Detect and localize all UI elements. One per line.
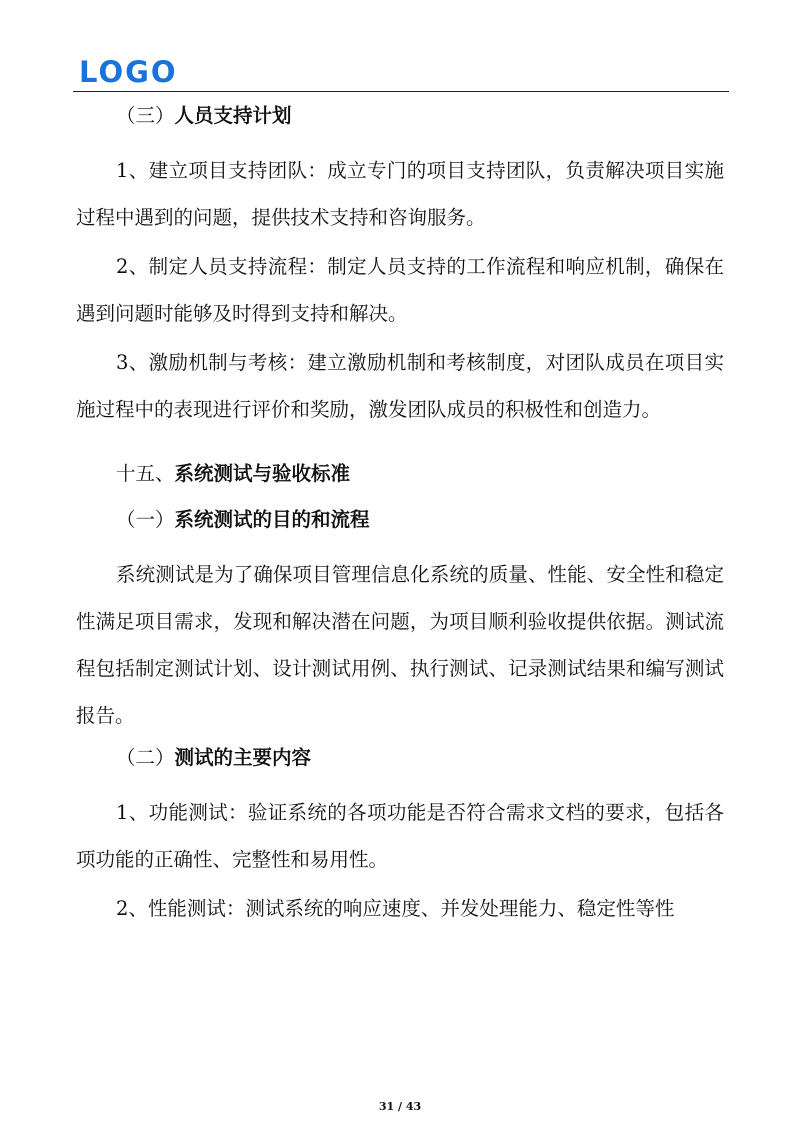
subheading-text: 人员支持计划 (174, 104, 292, 127)
section-title-text: 系统测试与验收标准 (174, 462, 351, 485)
document-body (76, 99, 724, 934)
paragraph: 1、建立项目支持团队：成立专门的项目支持团队，负责解决项目实施过程中遇到的问题，提供技术支持和咨询服务。 (76, 159, 724, 229)
subheading-number: （三） (116, 104, 175, 127)
subheading-text: 测试的主要内容 (174, 746, 312, 769)
subheading-number: （二） (116, 746, 175, 769)
paragraph: 2、制定人员支持流程：制定人员支持的工作流程和响应机制，确保在遇到问题时能够及时得到支持和解决。 (76, 255, 724, 325)
subheading-testing-purpose (76, 503, 724, 537)
subheading-number: （一） (116, 508, 175, 531)
paragraph: 3、激励机制与考核：建立激励机制和考核制度，对团队成员在项目实施过程中的表现进行评价和奖励，激发团队成员的积极性和创造力。 (76, 351, 724, 421)
page-number: 31 / 43 (378, 1100, 422, 1113)
paragraph: 1、功能测试：验证系统的各项功能是否符合需求文档的要求，包括各项功能的正确性、完整性和易用性。 (76, 801, 724, 871)
paragraph: 系统测试是为了确保项目管理信息化系统的质量、性能、安全性和稳定性满足项目需求，发现和解决潜在问题，为项目顺利验收提供依据。测试流程包括制定测试计划、设计测试用例、执行测试、记录测试结果和编写测试报告。 (76, 563, 724, 727)
section-number: 十五、 (116, 462, 175, 485)
company-logo: LOGO (79, 55, 178, 89)
section-heading-system-testing (76, 457, 724, 491)
subheading-testing-content (76, 741, 724, 775)
paragraph: 2、性能测试：测试系统的响应速度、并发处理能力、稳定性等性 (116, 897, 675, 920)
header-divider (73, 91, 729, 92)
subheading-text: 系统测试的目的和流程 (174, 508, 370, 531)
subheading-personnel-support (76, 99, 724, 133)
